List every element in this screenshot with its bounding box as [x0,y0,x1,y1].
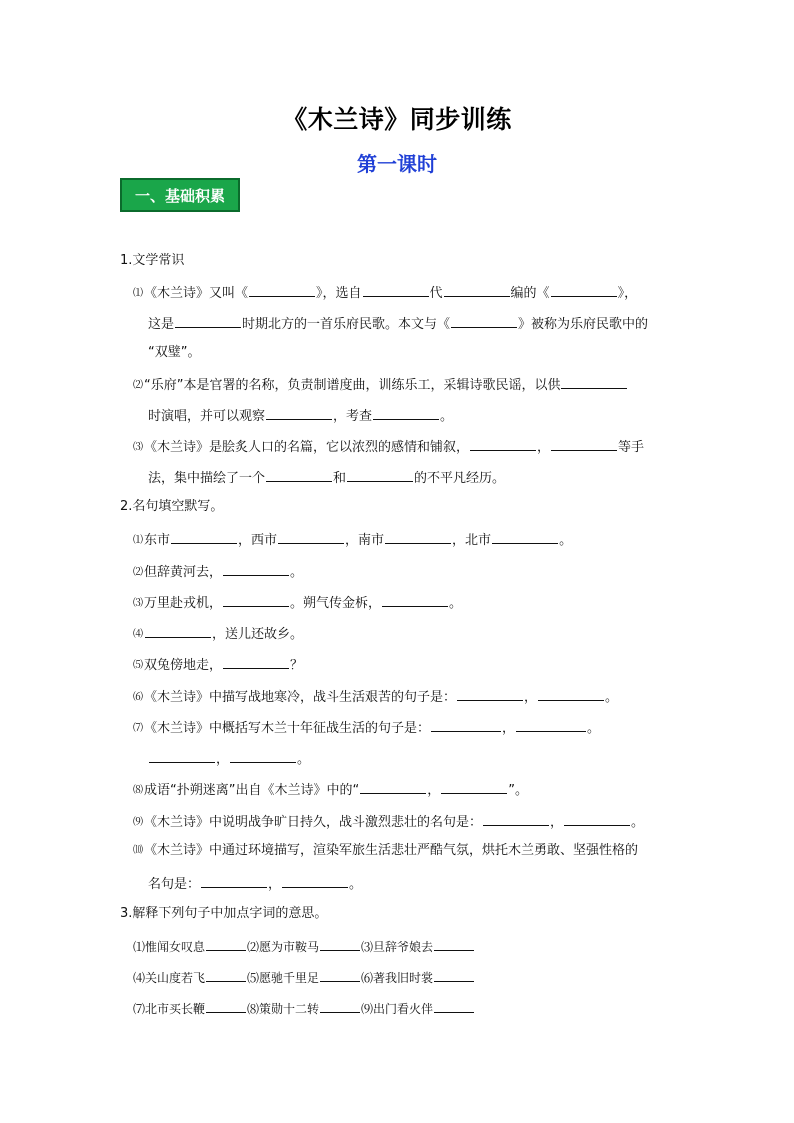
answer-blank[interactable] [266,467,332,482]
answer-blank[interactable] [223,592,289,607]
answer-blank[interactable] [360,779,426,794]
answer-blank[interactable] [230,748,296,763]
q2-item-8: ⑻成语“扑朔迷离”出自《木兰诗》中的“ ， ”。 [133,779,528,800]
answer-blank[interactable] [223,561,289,576]
answer-blank[interactable] [320,998,360,1013]
q2-item-10: ⑽《木兰诗》中通过环境描写，渲染军旅生活悲壮严酷气氛，烘托木兰勇敢、坚强性格的 [133,843,639,858]
answer-blank[interactable] [278,529,344,544]
answer-blank[interactable] [206,967,246,982]
q2-item-2: ⑵但辞黄河去， 。 [133,561,303,582]
answer-blank[interactable] [382,592,448,607]
answer-blank[interactable] [551,436,617,451]
answer-blank[interactable] [206,936,246,951]
answer-blank[interactable] [441,779,507,794]
answer-blank[interactable] [206,998,246,1013]
answer-blank[interactable] [171,529,237,544]
answer-blank[interactable] [434,967,474,982]
answer-blank[interactable] [561,374,627,389]
q3-row-1: ⑴惟闻女叹息 ⑵愿为市鞍马 ⑶旦辞爷娘去 [133,936,475,956]
answer-blank[interactable] [320,936,360,951]
q1-item-2-cont: 时演唱，并可以观察 ，考查 。 [148,405,453,426]
q3-row-3: ⑺北市买长鞭 ⑻策勋十二转 ⑼出门看火伴 [133,998,475,1018]
answer-blank[interactable] [201,873,267,888]
answer-blank[interactable] [551,282,617,297]
answer-blank[interactable] [538,686,604,701]
q1-item-1: ⑴《木兰诗》又叫《 》，选自 代 编的《 》， [133,282,637,303]
q2-item-7: ⑺《木兰诗》中概括写木兰十年征战生活的句子是： ， 。 [133,717,600,738]
answer-blank[interactable] [451,313,517,328]
q2-item-6: ⑹《木兰诗》中描写战地寒冷，战斗生活艰苦的句子是： ， 。 [133,686,618,707]
answer-blank[interactable] [373,405,439,420]
answer-blank[interactable] [320,967,360,982]
page-title: 《木兰诗》同步训练 [282,105,512,134]
answer-blank[interactable] [385,529,451,544]
q2-item-9: ⑼《木兰诗》中说明战争旷日持久，战斗激烈悲壮的名句是： ， 。 [133,811,644,832]
answer-blank[interactable] [492,529,558,544]
q2-item-10-cont: 名句是： ， 。 [148,873,362,894]
answer-blank[interactable] [266,405,332,420]
lesson-subtitle: 第一课时 [357,152,437,176]
answer-blank[interactable] [434,936,474,951]
q3-row-2: ⑷关山度若飞 ⑸愿驰千里足 ⑹著我旧时裳 [133,967,475,987]
q1-item-1-cont: 这是 时期北方的一首乐府民歌。本文与《 》被称为乐府民歌中的 [148,313,648,334]
answer-blank[interactable] [249,282,315,297]
answer-blank[interactable] [564,811,630,826]
answer-blank[interactable] [434,998,474,1013]
answer-blank[interactable] [363,282,429,297]
q1-heading: 1.文学常识 [120,253,185,268]
q2-item-4: ⑷ ，送儿还故乡。 [133,623,303,644]
answer-blank[interactable] [149,748,215,763]
q1-item-3: ⑶《木兰诗》是脍炙人口的名篇，它以浓烈的感情和铺叙， ， 等手 [133,436,644,457]
q2-item-7-cont: ， 。 [148,748,310,769]
q1-item-2: ⑵“乐府”本是官署的名称，负责制谱度曲，训练乐工，采辑诗歌民谣，以供 [133,374,628,395]
answer-blank[interactable] [347,467,413,482]
answer-blank[interactable] [223,654,289,669]
answer-blank[interactable] [470,436,536,451]
q1-item-1-end: “双璧”。 [148,345,201,360]
answer-blank[interactable] [145,623,211,638]
answer-blank[interactable] [282,873,348,888]
q2-item-1: ⑴东市 ，西市 ，南市 ，北市 。 [133,529,572,550]
answer-blank[interactable] [483,811,549,826]
answer-blank[interactable] [444,282,510,297]
answer-blank[interactable] [516,717,586,732]
section-badge: 一、基础积累 [120,178,240,212]
q2-heading: 2.名句填空默写。 [120,499,224,514]
q1-item-3-cont: 法，集中描绘了一个 和 的不平凡经历。 [148,467,505,488]
answer-blank[interactable] [431,717,501,732]
answer-blank[interactable] [457,686,523,701]
answer-blank[interactable] [175,313,241,328]
q3-heading: 3.解释下列句子中加点字词的意思。 [120,906,328,921]
q2-item-3: ⑶万里赴戎机， 。朔气传金柝， 。 [133,592,462,613]
q2-item-5: ⑸双兔傍地走， ？ [133,654,303,675]
